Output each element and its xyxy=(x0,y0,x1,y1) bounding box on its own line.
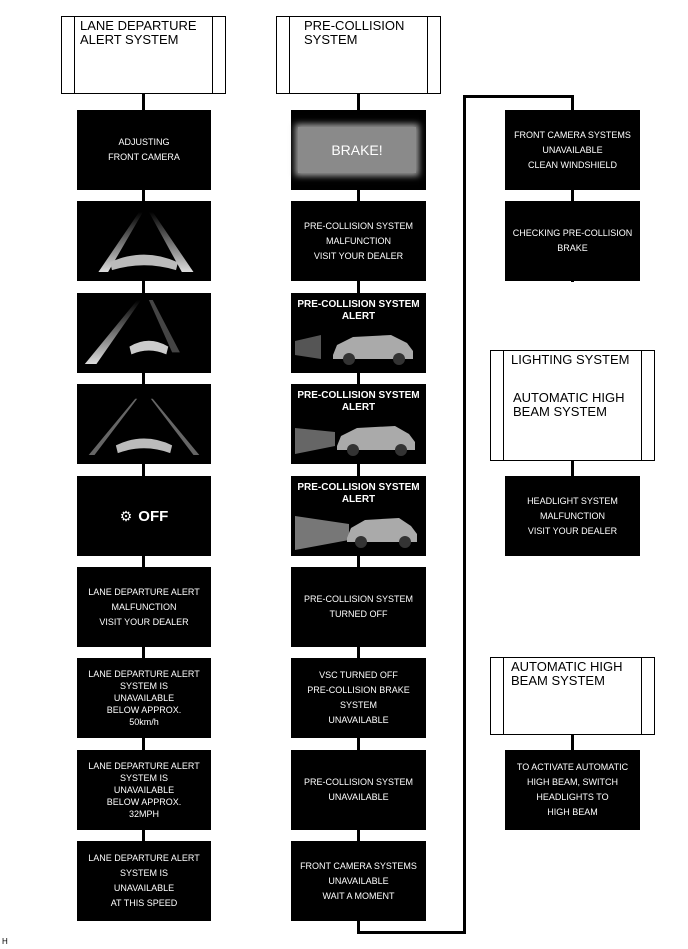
lane-departure-header-title: LANE DEPARTURE ALERT SYSTEM xyxy=(80,18,197,47)
adjusting-front-camera-box: ADJUSTING FRONT CAMERA xyxy=(77,110,211,190)
lighting-system-subtitle: AUTOMATIC HIGH BEAM SYSTEM xyxy=(513,390,625,419)
route-top xyxy=(463,95,574,98)
route-bottom xyxy=(357,931,466,934)
brake-warning-text: BRAKE! xyxy=(298,127,416,173)
pcs-alert-title: PRE-COLLISION SYSTEM ALERT xyxy=(297,390,420,413)
lane-lines-display-2 xyxy=(77,293,211,373)
lighting-system-header xyxy=(490,350,655,461)
lane-lines-icon xyxy=(79,384,209,464)
clean-windshield-box: FRONT CAMERA SYSTEMS UNAVAILABLE CLEAN WINDSHIELD xyxy=(505,110,640,190)
pcs-alert-title: PRE-COLLISION SYSTEM ALERT xyxy=(297,299,420,322)
pcs-alert-box-3 xyxy=(291,476,426,556)
off-label: OFF xyxy=(138,507,169,525)
lane-lines-display-1 xyxy=(77,201,211,281)
lane-unavailable-speed-box: LANE DEPARTURE ALERT SYSTEM IS UNAVAILABLE AT THIS SPEED xyxy=(77,841,211,921)
route-up xyxy=(463,96,466,934)
corner-label: H xyxy=(2,937,8,946)
car-icon xyxy=(291,476,426,556)
activate-high-beam-box: TO ACTIVATE AUTOMATIC HIGH BEAM, SWITCH HEADLIGHTS TO HIGH BEAM xyxy=(505,750,640,830)
checking-brake-box: CHECKING PRE-COLLISION BRAKE xyxy=(505,201,640,281)
pre-collision-header-title: PRE-COLLISION SYSTEM xyxy=(304,18,405,47)
auto-high-beam-title: AUTOMATIC HIGH BEAM SYSTEM xyxy=(511,659,623,688)
pcs-turned-off-box: PRE-COLLISION SYSTEM TURNED OFF xyxy=(291,567,426,647)
pcs-alert-title: PRE-COLLISION SYSTEM ALERT xyxy=(297,482,420,505)
camera-wait-box: FRONT CAMERA SYSTEMS UNAVAILABLE WAIT A MOMENT xyxy=(291,841,426,921)
lane-departure-off-box xyxy=(77,476,211,556)
lighting-system-title: LIGHTING SYSTEM xyxy=(511,352,630,367)
lane-lines-display-3 xyxy=(77,384,211,464)
lane-departure-header xyxy=(61,16,226,94)
pcs-alert-box-1 xyxy=(291,293,426,373)
pcs-unavailable-box: PRE-COLLISION SYSTEM UNAVAILABLE xyxy=(291,750,426,830)
car-icon xyxy=(291,293,426,373)
lane-unavailable-mph-box: LANE DEPARTURE ALERT SYSTEM IS UNAVAILABLE BELOW APPROX. 32MPH xyxy=(77,750,211,830)
lane-lines-icon xyxy=(79,201,209,281)
pcs-malfunction-box: PRE-COLLISION SYSTEM MALFUNCTION VISIT YOUR DEALER xyxy=(291,201,426,281)
lane-unavailable-kmh-box: LANE DEPARTURE ALERT SYSTEM IS UNAVAILABLE BELOW APPROX. 50km/h xyxy=(77,658,211,738)
lane-lines-icon xyxy=(79,293,209,373)
lane-departure-off-icon: ⚙ xyxy=(119,507,133,524)
pre-collision-header xyxy=(276,16,441,94)
vsc-turned-off-box: VSC TURNED OFF PRE-COLLISION BRAKE SYSTEM UNAVAILABLE xyxy=(291,658,426,738)
auto-high-beam-header xyxy=(490,657,655,735)
car-icon xyxy=(291,384,426,464)
lane-malfunction-box: LANE DEPARTURE ALERT MALFUNCTION VISIT YOUR DEALER xyxy=(77,567,211,647)
pcs-alert-box-2 xyxy=(291,384,426,464)
headlight-malfunction-box: HEADLIGHT SYSTEM MALFUNCTION VISIT YOUR DEALER xyxy=(505,476,640,556)
